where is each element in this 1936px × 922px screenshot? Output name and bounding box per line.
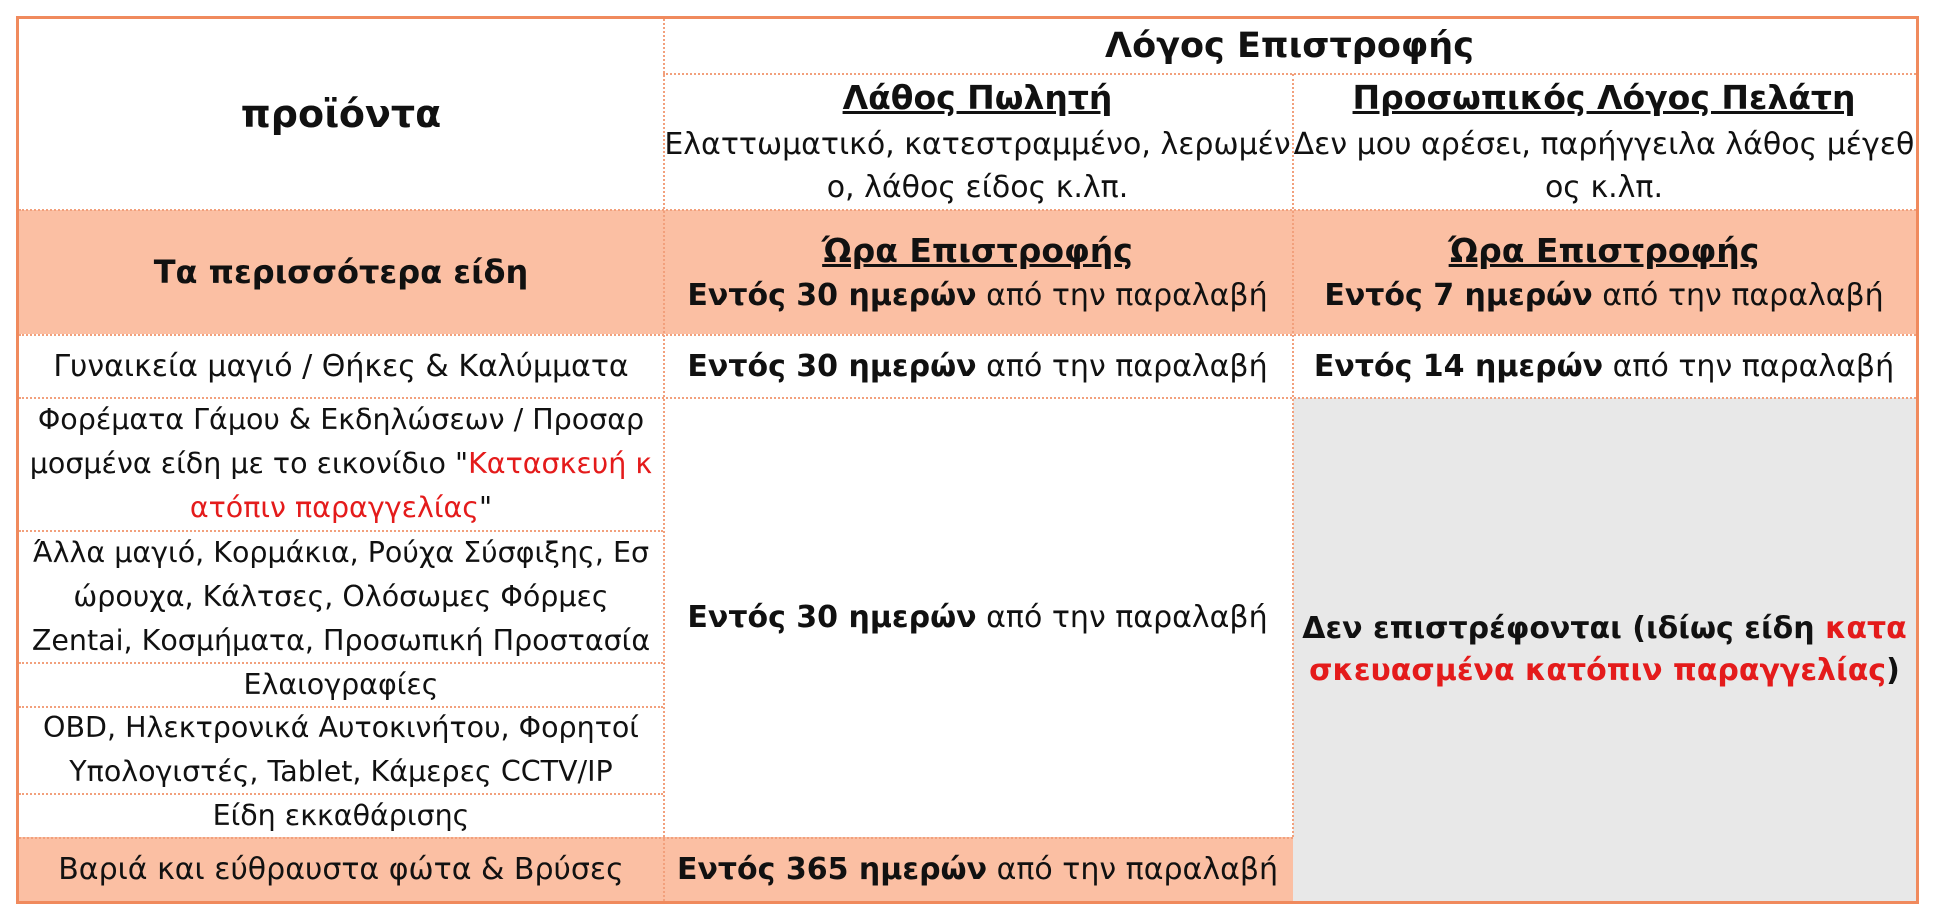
electronics-line1: OBD, Ηλεκτρονικά Αυτοκινήτου, Φορητοί	[43, 711, 639, 744]
customer-reason-header-cell	[1292, 74, 1916, 209]
seller-error-title: Λάθος Πωλητή	[842, 77, 1113, 117]
return-reason-title: Λόγος Επιστροφής	[1105, 26, 1474, 66]
lingerie-seller-cell	[663, 335, 1292, 397]
other-swim-label-cell	[19, 531, 663, 662]
most-items-seller-cell	[663, 210, 1292, 334]
clearance-label-cell	[19, 794, 663, 837]
most-items-label-cell	[19, 210, 663, 334]
wedding-line3: ατόπιν παραγγελίας"	[189, 491, 493, 524]
return-reason-header-cell	[663, 19, 1916, 73]
seller-error-header-cell	[663, 74, 1292, 209]
electronics-line2: Υπολογιστές, Tablet, Κάμερες CCTV/IP	[69, 755, 613, 788]
lingerie-seller-period: Εντός 30 ημερών από την παραλαβή	[687, 348, 1268, 384]
most-items-customer-cell	[1292, 210, 1916, 334]
heavy-seller-period: Εντός 365 ημερών από την παραλαβή	[676, 852, 1279, 887]
products-header: προϊόντα	[240, 92, 442, 136]
return-time-heading: Ώρα Επιστροφής	[822, 230, 1133, 270]
return-time-heading: Ώρα Επιστροφής	[1448, 230, 1760, 270]
oil-paintings-label-cell	[19, 663, 663, 706]
most-items-label: Τα περισσότερα είδη	[153, 253, 529, 291]
wedding-label-cell	[19, 398, 663, 530]
products-header-cell	[19, 19, 663, 209]
heavy-seller-cell	[663, 838, 1292, 901]
lingerie-label-cell	[19, 335, 663, 397]
heavy-label-cell	[19, 838, 663, 901]
other-swim-line2: ώρουχα, Κάλτσες, Ολόσωμες Φόρμες	[73, 579, 609, 613]
non-returnable-cell	[1293, 398, 1916, 901]
lingerie-customer-period: Εντός 14 ημερών από την παραλαβή	[1313, 348, 1895, 384]
wedding-line1: Φορέματα Γάμου & Εκδηλώσεων / Προσαρ	[37, 403, 645, 436]
seller-error-desc-line1: Ελαττωματικό, κατεστραμμένο, λερωμέν	[664, 126, 1291, 162]
clearance-label: Είδη εκκαθάρισης	[212, 798, 470, 832]
electronics-label-cell	[19, 707, 663, 793]
most-items-seller-period: Εντός 30 ημερών από την παραλαβή	[687, 277, 1268, 313]
lingerie-label: Γυναικεία μαγιό / Θήκες & Καλύμματα	[53, 348, 629, 384]
lingerie-customer-cell	[1292, 335, 1916, 397]
wedding-line2: μοσμένα είδη με το εικονίδιο "Κατασκευή κ	[29, 447, 653, 480]
most-items-customer-period: Εντός 7 ημερών από την παραλαβή	[1324, 277, 1884, 313]
oil-paintings-label: Ελαιογραφίες	[243, 667, 439, 701]
group-seller-period: Εντός 30 ημερών από την παραλαβή	[687, 600, 1268, 635]
seller-error-desc-line2: ο, λάθος είδος κ.λπ.	[826, 169, 1129, 205]
other-swim-line3: Zentai, Κοσμήματα, Προσωπική Προστασία	[31, 623, 651, 657]
customer-reason-desc-line1: Δεν μου αρέσει, παρήγγειλα λάθος μέγεθ	[1293, 126, 1915, 162]
customer-reason-title: Προσωπικός Λόγος Πελάτη	[1352, 77, 1856, 117]
heavy-label: Βαριά και εύθραυστα φώτα & Βρύσες	[58, 852, 624, 887]
customer-reason-desc-line2: ος κ.λπ.	[1544, 169, 1664, 205]
non-returnable-text: Δεν επιστρέφονται (ιδίως είδη κατα σκευασμένα κατόπιν παραγγελίας)	[1302, 610, 1907, 688]
group-seller-cell	[663, 398, 1292, 837]
other-swim-line1: Άλλα μαγιό, Κορμάκια, Ρούχα Σύσφιξης, Εσ	[32, 535, 650, 569]
